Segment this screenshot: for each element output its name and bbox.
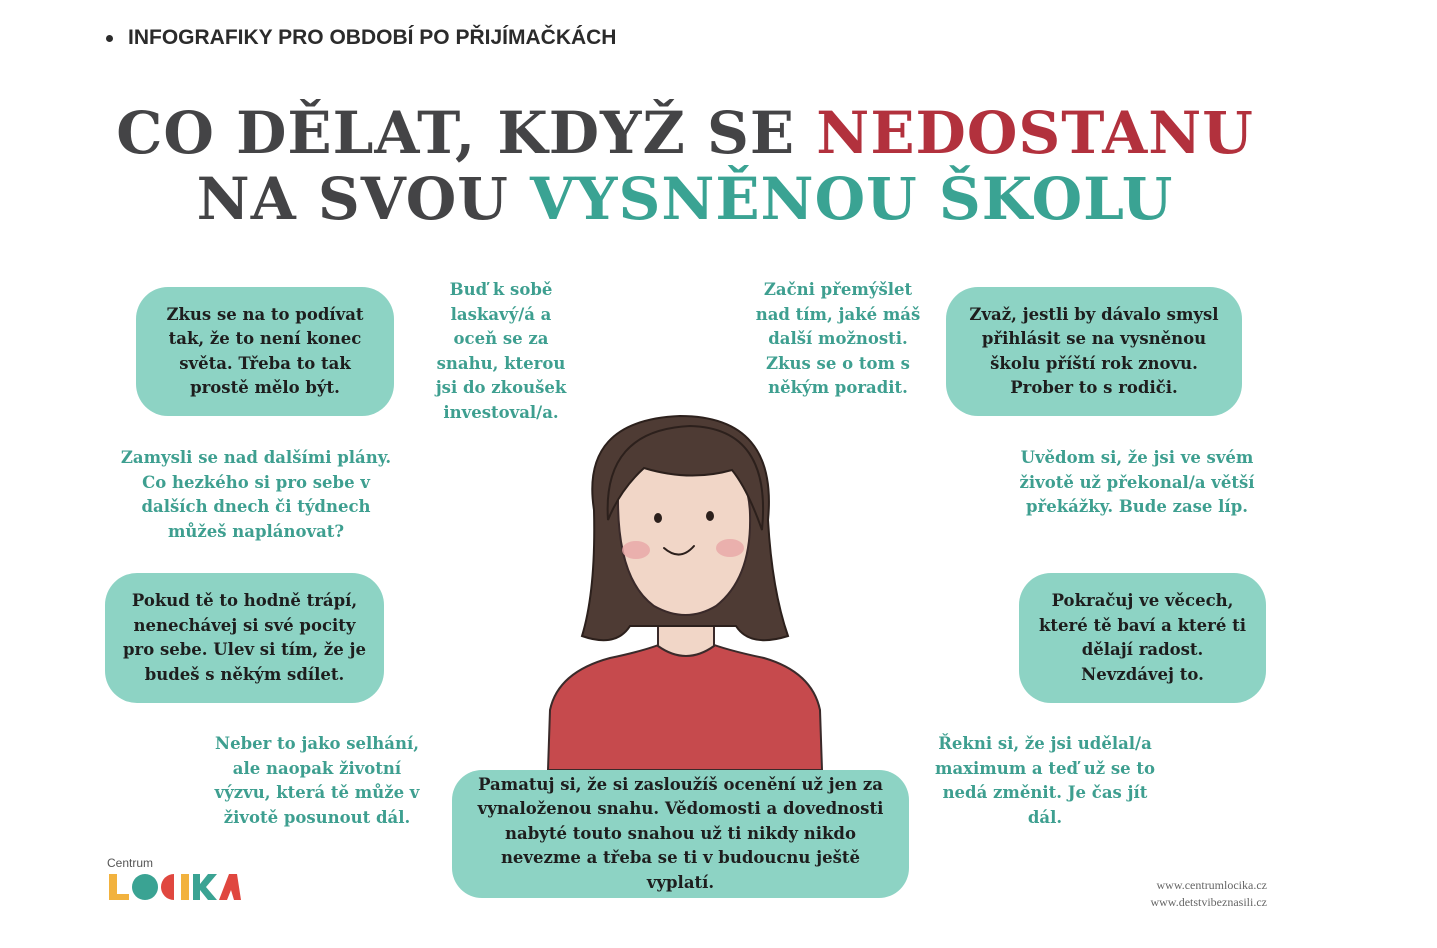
title-accent-red: NEDOSTANU xyxy=(816,99,1254,167)
tip-text: Pokračuj ve věcech, které tě baví a které ti dělají radost. Nevzdávej to. xyxy=(1039,591,1246,684)
tip-note-5 xyxy=(212,732,422,830)
title-part: NA SVOU xyxy=(196,165,531,233)
page-title xyxy=(0,100,1370,232)
tip-note-6 xyxy=(934,732,1156,830)
girl-illustration xyxy=(540,410,830,790)
tip-note-3 xyxy=(120,446,392,544)
eye-left-icon xyxy=(654,513,662,523)
note-text: Řekni si, že jsi udělal/a maximum a teď už se to nedá změnit. Je čas jít dál. xyxy=(934,734,1156,827)
website-link-1[interactable]: www.centrumlocika.cz xyxy=(1156,878,1267,892)
shirt-shape xyxy=(548,642,822,770)
tip-text: Pokud tě to hodně trápí, nenechávej si své pocity pro sebe. Ulev si tím, že je budeš s někým sdílet. xyxy=(123,591,366,684)
title-line-1 xyxy=(0,100,1370,166)
note-text: Neber to jako selhání, ale naopak životní výzvu, která tě může v životě posunout dál. xyxy=(214,734,420,827)
eye-right-icon xyxy=(706,511,714,521)
note-text: Začni přemýšlet nad tím, jaké máš další možnosti. Zkus se o tom s někým poradit. xyxy=(755,280,921,397)
tip-note-4 xyxy=(1012,446,1262,520)
footer-websites xyxy=(1150,877,1267,911)
title-accent-teal: VYSNĚNOU ŠKOLU xyxy=(530,165,1174,233)
tip-text: Pamatuj si, že si zasloužíš ocenění už jen za vynaloženou snahu. Vědomosti a dovednosti nabyté touto snahou už ti nikdy nikdo nevezme a třeba se ti v budoucnu ještě vyplatí. xyxy=(477,774,884,892)
header-bullet-item xyxy=(106,26,616,50)
tip-bubble-2 xyxy=(946,287,1242,416)
logo-small-text: Centrum xyxy=(107,856,154,870)
logo-letters-icon xyxy=(107,872,241,902)
note-text: Buď k sobě laskavý/á a oceň se za snahu, kterou jsi do zkoušek investoval/a. xyxy=(435,280,567,422)
title-part: CO DĚLAT, KDYŽ SE xyxy=(116,99,817,167)
bullet-icon xyxy=(106,35,113,42)
cheek-right xyxy=(716,539,744,557)
tip-text: Zvaž, jestli by dávalo smysl přihlásit se na vysněnou školu příští rok znovu. Prober to s rodiči. xyxy=(969,304,1219,397)
centrum-locika-logo xyxy=(107,856,241,906)
tip-bubble-4 xyxy=(1019,573,1266,703)
tip-note-1 xyxy=(430,278,572,425)
tip-note-2 xyxy=(752,278,924,401)
cheek-left xyxy=(622,541,650,559)
header-text: INFOGRAFIKY PRO OBDOBÍ PO PŘIJÍMAČKÁCH xyxy=(128,26,617,49)
website-link-2[interactable]: www.detstvibeznasili.cz xyxy=(1150,895,1267,909)
note-text: Uvědom si, že jsi ve svém životě už překonal/a větší překážky. Bude zase líp. xyxy=(1019,448,1255,516)
tip-bubble-1 xyxy=(136,287,394,416)
tip-text: Zkus se na to podívat tak, že to není konec světa. Třeba to tak prostě mělo být. xyxy=(166,304,364,397)
tip-bubble-3 xyxy=(105,573,384,703)
note-text: Zamysli se nad dalšími plány. Co hezkého si pro sebe v dalších dnech či týdnech můžeš naplánovat? xyxy=(120,448,392,541)
title-line-2 xyxy=(0,166,1370,232)
tip-bubble-5 xyxy=(452,770,909,898)
